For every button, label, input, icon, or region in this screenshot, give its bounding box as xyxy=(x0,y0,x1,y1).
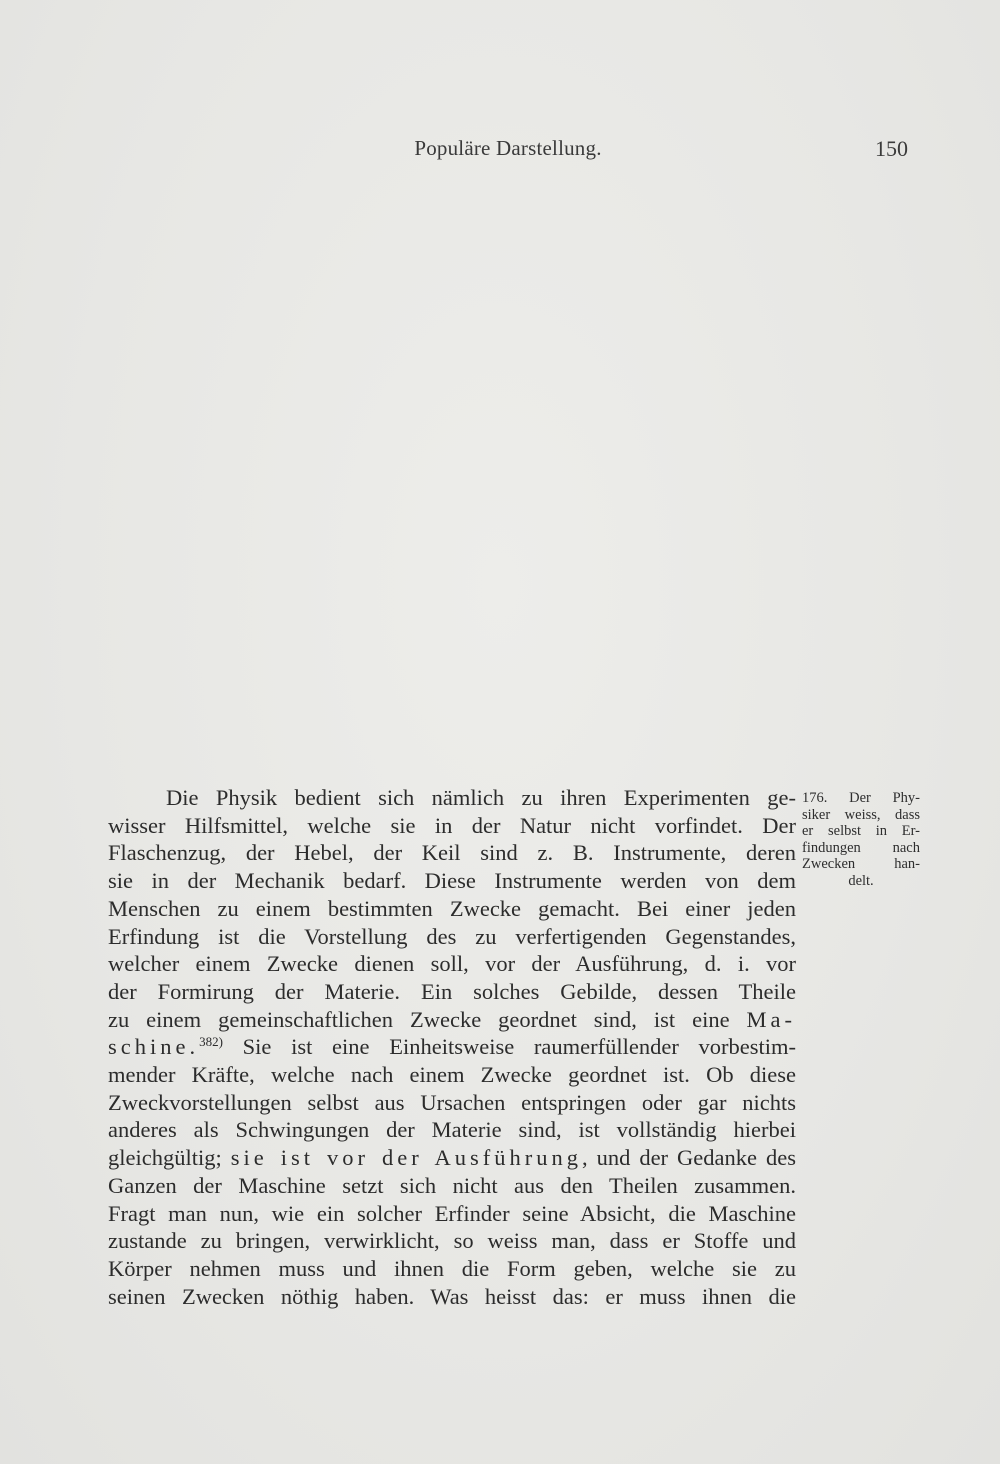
emphasis-spaced: sie ist vor der Ausführung xyxy=(230,1145,582,1171)
margin-note-line-4: findungen nach xyxy=(802,839,920,856)
footnote-reference: 382) xyxy=(199,1034,223,1050)
text-line-6: Erfindung ist die Vorstellung des zu verfertigenden Gegenstandes, xyxy=(108,923,796,949)
text-line-3: Flaschenzug, der Hebel, der Keil sind z. B. Instrumente, deren xyxy=(108,840,796,866)
text-line-10-rest: Sie ist eine Einheitsweise raumerfüllender vorbestim- xyxy=(222,1034,796,1060)
body-paragraph xyxy=(108,784,796,1310)
text-line-7: welcher einem Zwecke dienen soll, vor der Ausführung, d. i. vor xyxy=(108,951,796,977)
emphasis-spaced: schine. xyxy=(108,1034,200,1060)
text-line-16: Fragt man nun, wie ein solcher Erfinder seine Absicht, die Maschine xyxy=(108,1200,796,1226)
text-line-11: mender Kräfte, welche nach einem Zwecke geordnet ist. Ob diese xyxy=(108,1062,796,1088)
text-line-13: anderes als Schwingungen der Materie sind, ist vollständig hierbei xyxy=(108,1117,796,1143)
margin-note-line-5: Zwecken han- xyxy=(802,856,920,872)
text-line-18: Körper nehmen muss und ihnen die Form geben, welche sie zu xyxy=(108,1255,796,1281)
text-line-4: sie in der Mechanik bedarf. Diese Instrumente werden von dem xyxy=(108,868,796,894)
margin-note-line-6: delt. xyxy=(848,872,874,889)
page-number: 150 xyxy=(875,136,908,161)
text-line-19: seinen Zwecken nöthig haben. Was heisst das: er muss ihnen die xyxy=(108,1283,796,1309)
text-line-9-main: zu einem gemeinschaftlichen Zwecke geordnet sind, ist eine xyxy=(108,1006,747,1032)
running-head xyxy=(108,136,908,166)
margin-note-line-2: siker weiss, dass xyxy=(802,806,920,823)
text-line-14-a: gleichgültig; xyxy=(108,1145,231,1171)
text-line-1: Die Physik bedient sich nämlich zu ihren Experimenten ge- xyxy=(166,785,796,810)
text-line-5: Menschen zu einem bestimmten Zwecke gemacht. Bei einer jeden xyxy=(108,895,796,921)
margin-note xyxy=(802,790,920,889)
text-line-17: zustande zu bringen, verwirklicht, so weiss man, dass er Stoffe und xyxy=(108,1228,796,1254)
margin-note-line-1: 176. Der Phy- xyxy=(802,790,920,806)
text-line-10 xyxy=(108,1033,796,1061)
emphasis-spaced: Ma- xyxy=(746,1006,796,1032)
margin-note-line-3: er selbst in Er- xyxy=(802,823,920,839)
text-line-8: der Formirung der Materie. Ein solches Gebilde, dessen Theile xyxy=(108,978,796,1004)
text-line-14-b: , und der Gedanke des xyxy=(581,1145,796,1171)
text-line-15: Ganzen der Maschine setzt sich nicht aus den Theilen zusammen. xyxy=(108,1172,796,1198)
text-line-12: Zweckvorstellungen selbst aus Ursachen entspringen oder gar nichts xyxy=(108,1089,796,1115)
running-title: Populäre Darstellung. xyxy=(414,136,602,160)
text-line-9 xyxy=(108,1006,796,1034)
text-line-14 xyxy=(108,1144,796,1172)
text-line-2: wisser Hilfsmittel, welche sie in der Natur nicht vorfindet. Der xyxy=(108,812,796,838)
